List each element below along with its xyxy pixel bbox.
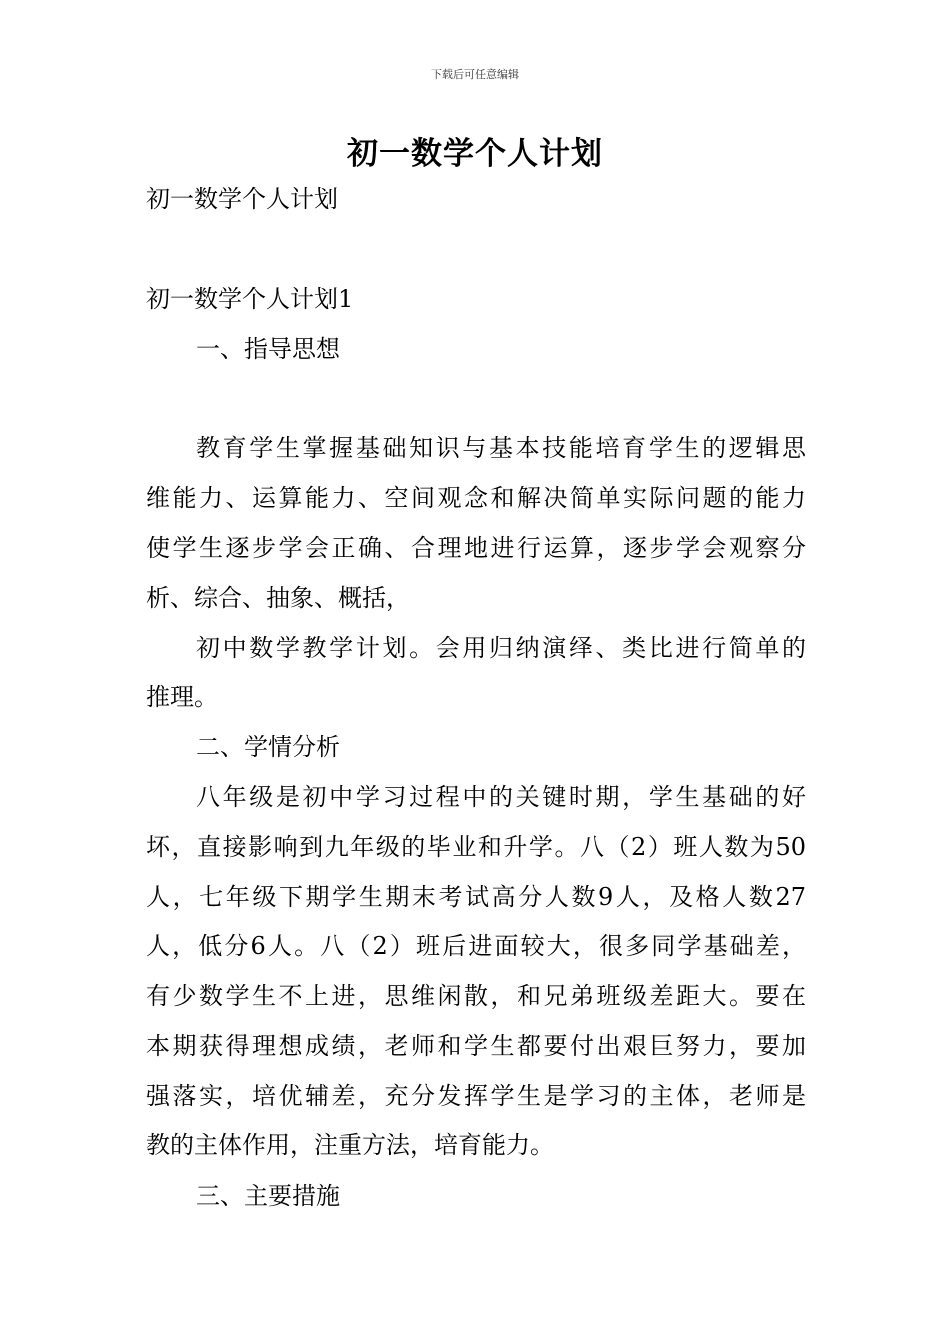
paragraph-line: 强落实，培优辅差，充分发挥学生是学习的主体，老师是 bbox=[146, 1082, 806, 1110]
paragraph-line: 析、综合、抽象、概括， bbox=[146, 584, 410, 612]
paragraph-line: 维能力、运算能力、空间观念和解决简单实际问题的能力 bbox=[146, 484, 806, 512]
paragraph-line: 人，七年级下期学生期末考试高分人数9人，及格人数27 bbox=[146, 883, 806, 911]
paragraph-line: 坏，直接影响到九年级的毕业和升学。八（2）班人数为50 bbox=[146, 833, 806, 861]
paragraph-line: 推理。 bbox=[146, 683, 218, 711]
document-title: 初一数学个人计划 bbox=[347, 136, 603, 172]
heading-main-measures: 三、主要措施 bbox=[196, 1182, 340, 1210]
heading-situation-analysis: 二、学情分析 bbox=[196, 733, 340, 761]
subtitle-line: 初一数学个人计划 bbox=[146, 185, 338, 213]
paragraph-line: 使学生逐步学会正确、合理地进行运算，逐步学会观察分 bbox=[146, 534, 806, 562]
section-heading-plan-1: 初一数学个人计划1 bbox=[146, 285, 354, 313]
paragraph-line: 八年级是初中学习过程中的关键时期，学生基础的好 bbox=[196, 783, 806, 811]
header-note: 下载后可任意编辑 bbox=[431, 68, 519, 81]
heading-guiding-thought: 一、指导思想 bbox=[196, 335, 340, 363]
paragraph-line: 本期获得理想成绩，老师和学生都要付出艰巨努力，要加 bbox=[146, 1032, 806, 1060]
paragraph-line: 有少数学生不上进，思维闲散，和兄弟班级差距大。要在 bbox=[146, 982, 806, 1010]
paragraph-line: 初中数学教学计划。会用归纳演绎、类比进行简单的 bbox=[196, 634, 806, 662]
paragraph-line: 教育学生掌握基础知识与基本技能培育学生的逻辑思 bbox=[196, 434, 806, 462]
paragraph-line: 教的主体作用，注重方法，培育能力。 bbox=[146, 1131, 554, 1159]
paragraph-line: 人，低分6人。八（2）班后进面较大，很多同学基础差， bbox=[146, 932, 806, 960]
